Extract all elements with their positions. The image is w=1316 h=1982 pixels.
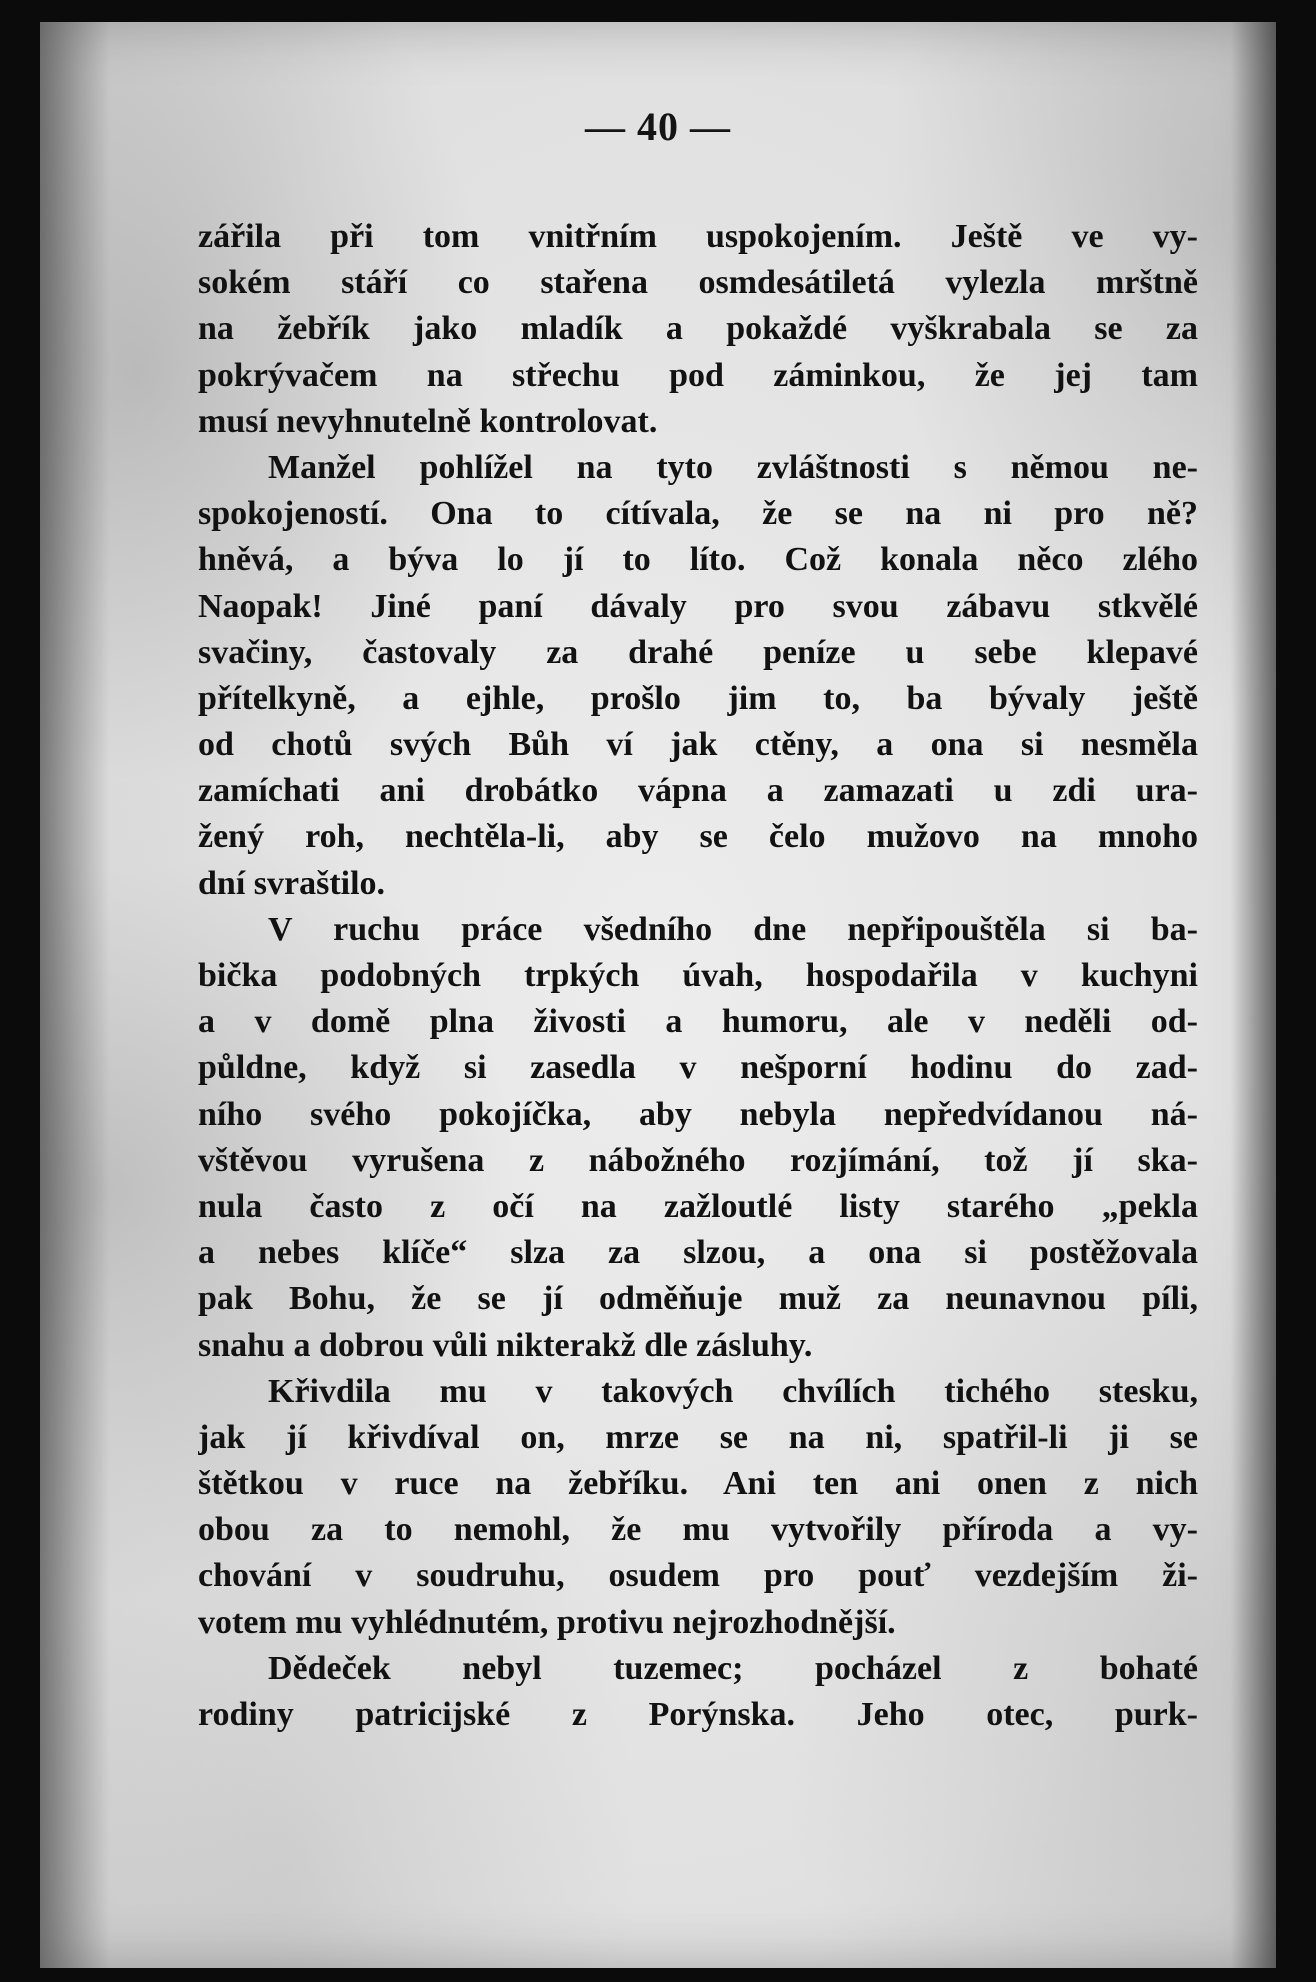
page-shadow-right <box>1231 22 1276 1968</box>
text-line: žený roh, nechtěla-li, aby se čelo mužovo na mnoho <box>198 818 1198 856</box>
text-line: chování v soudruhu, osudem pro pouť vezdejším ži- <box>198 1557 1198 1595</box>
text-line: vštěvou vyrušena z nábožného rozjímání, tož jí ska- <box>198 1141 1198 1179</box>
text-line: od chotů svých Bůh ví jak ctěny, a ona si nesměla <box>198 726 1198 764</box>
text-line: zářila při tom vnitřním uspokojením. Ještě ve vy- <box>198 218 1198 255</box>
text-line: hněvá, a býva lo jí to líto. Což konala něco zlého <box>198 541 1198 579</box>
text-line: štětkou v ruce na žebříku. Ani ten ani onen z nich <box>198 1465 1198 1503</box>
page-number: — 40 — <box>585 104 731 149</box>
paragraph-start-line: Manžel pohlížel na tyto zvláštnosti s němou ne- <box>268 448 1198 486</box>
paragraph-start-line: Křivdila mu v takových chvílích tichého stesku, <box>268 1372 1198 1410</box>
page-shadow-left <box>40 22 110 1968</box>
text-line: snahu a dobrou vůli nikterakž dle zásluhy. <box>198 1326 813 1364</box>
text-line: a v domě plna živosti a humoru, ale v neděli od- <box>198 1003 1198 1041</box>
text-line: ního svého pokojíčka, aby nebyla nepředvídanou ná- <box>198 1095 1198 1133</box>
paragraph-start-line: V ruchu práce všedního dne nepřipouštěla si ba- <box>268 910 1198 948</box>
text-line: pokrývačem na střechu pod záminkou, že jej tam <box>198 356 1198 394</box>
body-text <box>198 214 1198 1738</box>
text-line: na žebřík jako mladík a pokaždé vyškrabala se za <box>198 310 1198 348</box>
text-line: musí nevyhnutelně kontrolovat. <box>198 402 658 440</box>
text-line: obou za to nemohl, že mu vytvořily příroda a vy- <box>198 1511 1198 1549</box>
text-line: dní svraštilo. <box>198 864 386 902</box>
text-line: jak jí křivdíval on, mrze se na ni, spatřil-li ji se <box>198 1418 1198 1456</box>
text-line: spokojeností. Ona to cítívala, že se na ni pro ně? <box>198 495 1198 533</box>
text-line: a nebes klíče“ slza za slzou, a ona si postěžovala <box>198 1234 1198 1272</box>
text-line: rodiny patricijské z Porýnska. Jeho otec, purk- <box>198 1696 1198 1733</box>
text-line: pak Bohu, že se jí odměňuje muž za neunavnou píli, <box>198 1280 1198 1318</box>
text-line: zamíchati ani drobátko vápna a zamazati u zdi ura- <box>198 772 1198 810</box>
text-line: přítelkyně, a ejhle, prošlo jim to, ba bývaly ještě <box>198 679 1198 717</box>
text-line: nula často z očí na zažloutlé listy starého „pekla <box>198 1187 1198 1225</box>
text-line: sokém stáří co stařena osmdesátiletá vylezla mrštně <box>198 264 1198 302</box>
text-line: bička podobných trpkých úvah, hospodařila v kuchyni <box>198 957 1198 994</box>
text-line: Naopak! Jiné paní dávaly pro svou zábavu stkvělé <box>198 587 1198 625</box>
text-line: votem mu vyhlédnutém, protivu nejrozhodnější. <box>198 1603 896 1641</box>
paragraph-start-line: Dědeček nebyl tuzemec; pocházel z bohaté <box>268 1649 1198 1687</box>
text-line: půldne, když si zasedla v nešporní hodinu do zad- <box>198 1049 1198 1087</box>
text-line: svačiny, častovaly za drahé peníze u sebe klepavé <box>198 633 1198 671</box>
